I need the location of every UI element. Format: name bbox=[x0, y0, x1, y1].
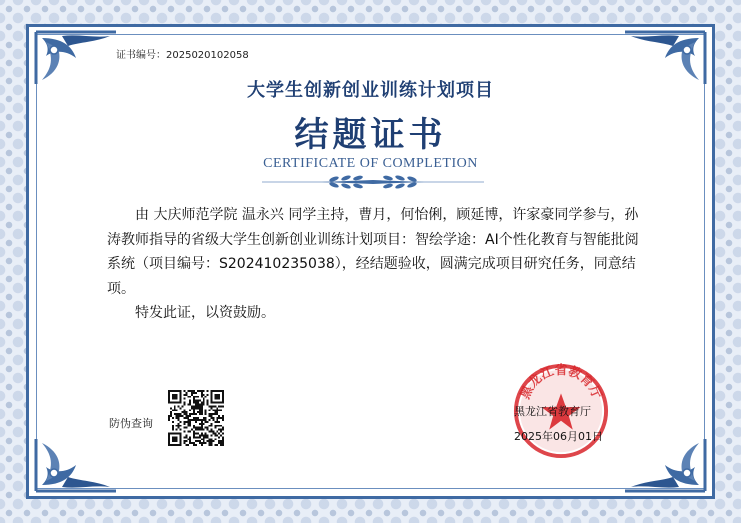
closing-line: 特发此证，以资鼓励。 bbox=[135, 305, 275, 321]
issue-date: 2025年06月01日 bbox=[514, 430, 603, 443]
laurel-divider-icon bbox=[262, 174, 484, 190]
body-paragraph: 由 大庆师范学院 温永兴 同学主持，曹月，何怡俐，顾延博，许家豪同学参与，孙涛教师指导的省级大学生创新创业训练计划项目：智绘学途：AI个性化教育与智能批阅系统（项目编号：S202410235038），经结题验收，圆满完成项目研究任务，同意结项。 bbox=[107, 207, 639, 297]
english-title: CERTIFICATE OF COMPLETION bbox=[263, 156, 478, 171]
corner-ornament-icon bbox=[621, 435, 709, 495]
verify-label: 防伪查询 bbox=[109, 417, 153, 430]
certificate-title: 结题证书 bbox=[294, 115, 447, 155]
certificate-serial: 证书编号：2025020102058 bbox=[116, 50, 249, 61]
program-title: 大学生创新创业训练计划项目 bbox=[247, 80, 494, 101]
issuer-name: 黑龙江省教育厅 bbox=[514, 405, 591, 418]
corner-ornament-icon bbox=[32, 435, 120, 495]
qr-code-icon[interactable] bbox=[168, 390, 224, 446]
certificate-body bbox=[107, 203, 647, 326]
seal-text: 黑龙江省教育厅 bbox=[517, 363, 605, 402]
